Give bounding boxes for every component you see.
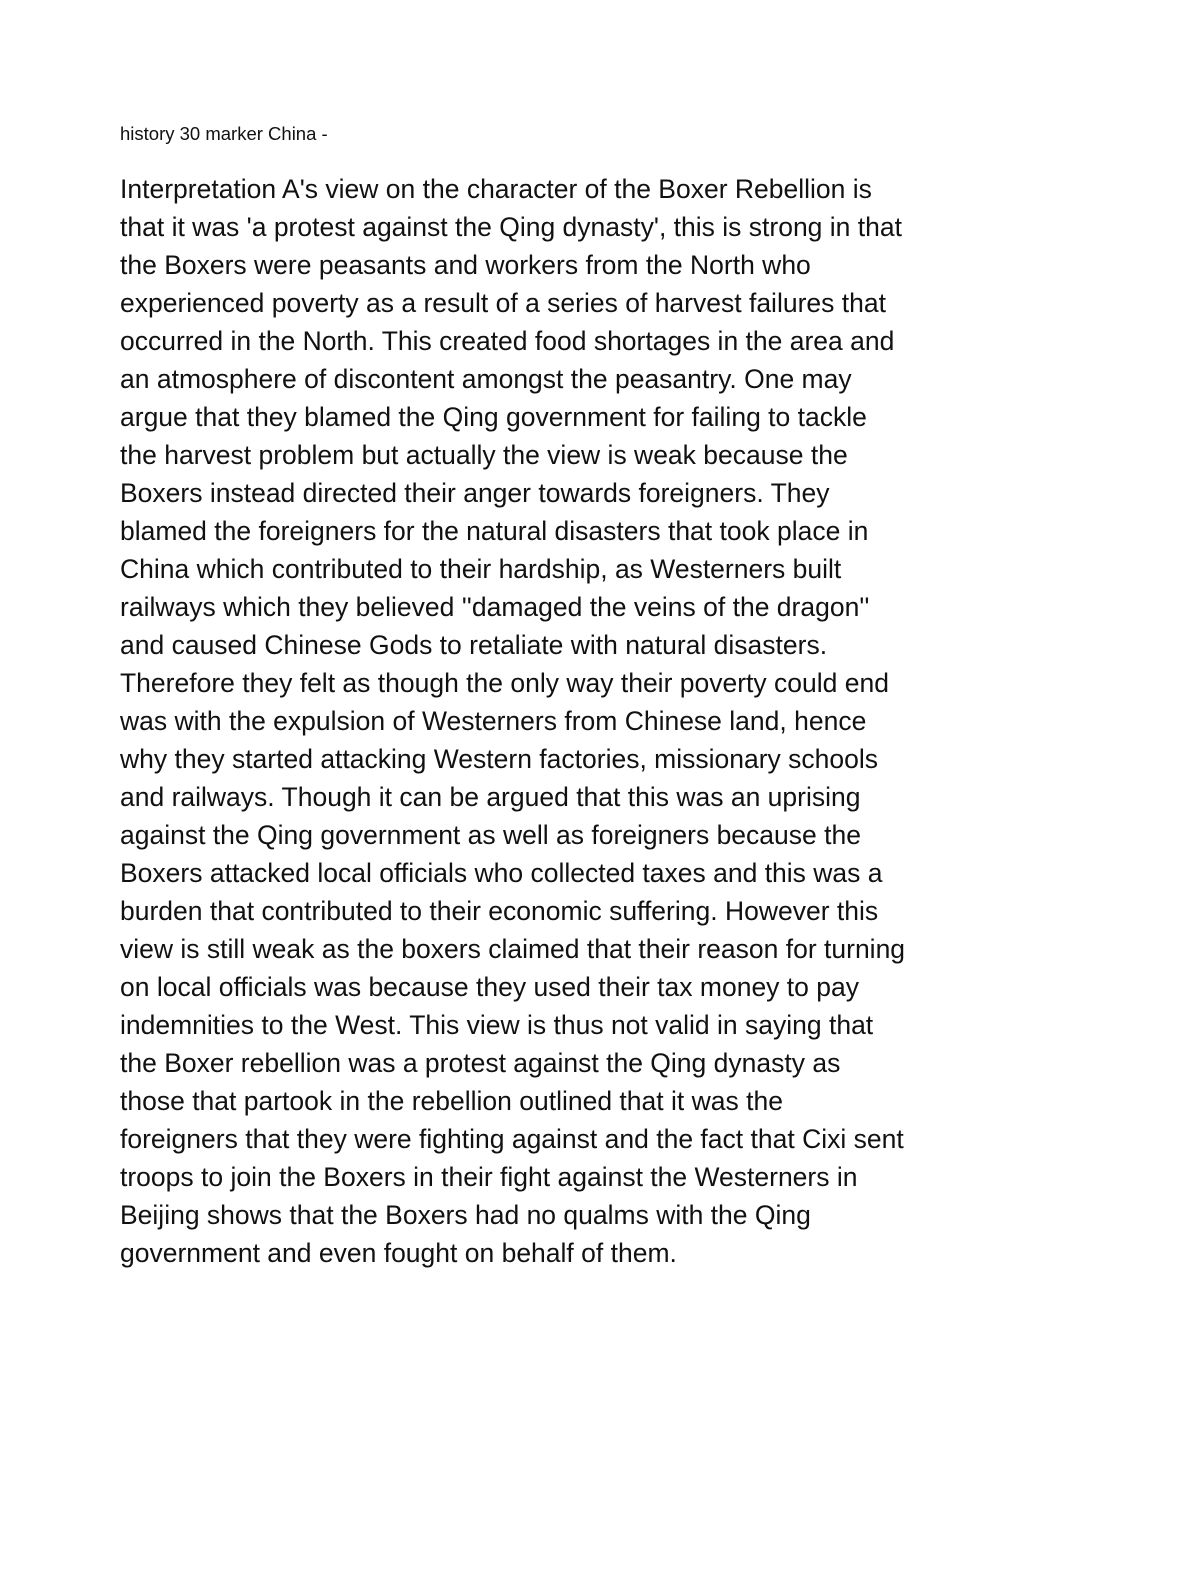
paragraph-line: was with the expulsion of Westerners from Chinese land, hence (120, 706, 867, 736)
paragraph-line: those that partook in the rebellion outlined that it was the (120, 1086, 783, 1116)
paragraph-line: Interpretation A's view on the character of the Boxer Rebellion is (120, 174, 872, 204)
paragraph-line: blamed the foreigners for the natural disasters that took place in (120, 516, 869, 546)
paragraph-line: the harvest problem but actually the view is weak because the (120, 440, 848, 470)
paragraph-line: that it was 'a protest against the Qing dynasty', this is strong in that (120, 212, 902, 242)
paragraph-line: view is still weak as the boxers claimed that their reason for turning (120, 934, 906, 964)
paragraph-line: occurred in the North. This created food shortages in the area and (120, 326, 895, 356)
paragraph-line: Boxers instead directed their anger towards foreigners. They (120, 478, 830, 508)
paragraph-line: foreigners that they were fighting against and the fact that Cixi sent (120, 1124, 904, 1154)
paragraph-line: railways which they believed ''damaged the veins of the dragon'' (120, 592, 870, 622)
paragraph-line: Beijing shows that the Boxers had no qualms with the Qing (120, 1200, 811, 1230)
paragraph-line: burden that contributed to their economic suffering. However this (120, 896, 879, 926)
paragraph-line: and railways. Though it can be argued that this was an uprising (120, 782, 861, 812)
paragraph-line: indemnities to the West. This view is thus not valid in saying that (120, 1010, 874, 1040)
paragraph-line: Boxers attacked local officials who collected taxes and this was a (120, 858, 883, 888)
paragraph-line: on local officials was because they used their tax money to pay (120, 972, 859, 1002)
paragraph-line: troops to join the Boxers in their fight against the Westerners in (120, 1162, 858, 1192)
paragraph-line: the Boxer rebellion was a protest against the Qing dynasty as (120, 1048, 841, 1078)
paragraph-line: argue that they blamed the Qing government for failing to tackle (120, 402, 867, 432)
paragraph-line: an atmosphere of discontent amongst the peasantry. One may (120, 364, 852, 394)
paragraph-line: the Boxers were peasants and workers from the North who (120, 250, 811, 280)
paragraph-line: China which contributed to their hardship, as Westerners built (120, 554, 842, 584)
paragraph-line: experienced poverty as a result of a series of harvest failures that (120, 288, 886, 318)
paragraph-line: and caused Chinese Gods to retaliate with natural disasters. (120, 630, 828, 660)
paragraph-line: against the Qing government as well as foreigners because the (120, 820, 861, 850)
document-header: history 30 marker China - (120, 123, 328, 144)
paragraph-line: government and even fought on behalf of them. (120, 1238, 677, 1268)
paragraph-line: Therefore they felt as though the only way their poverty could end (120, 668, 889, 698)
paragraph-line: why they started attacking Western factories, missionary schools (120, 744, 879, 774)
